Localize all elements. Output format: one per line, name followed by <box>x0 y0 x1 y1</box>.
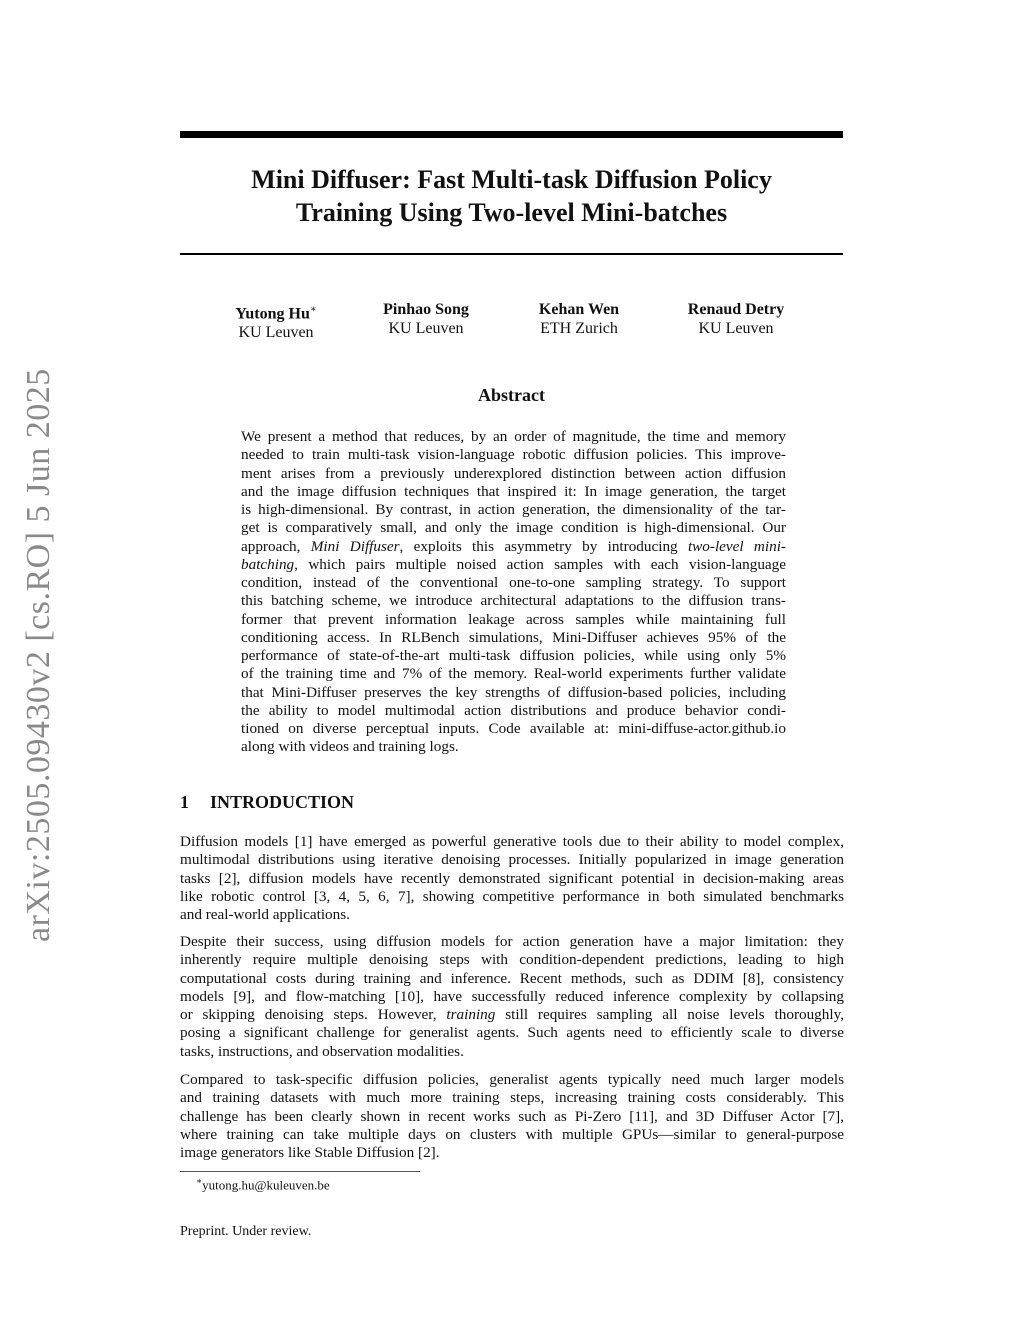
paragraph-line: where training can take multiple days on clusters with multiple GPUs—similar to general-purpose <box>180 1125 844 1143</box>
author-3 <box>489 300 669 338</box>
paragraph-line <box>180 1006 844 1024</box>
paper-title <box>180 163 843 229</box>
abstract-emphasis: batching <box>241 555 295 573</box>
author-4 <box>646 300 826 338</box>
abstract-line: needed to train multi-task vision-language robotic diffusion policies. This improve- <box>241 446 786 464</box>
abstract-emphasis: Mini Diffuser <box>310 537 400 555</box>
author-name: Yutong Hu <box>235 305 310 323</box>
title-bottom-rule <box>180 253 843 255</box>
author-affiliation: KU Leuven <box>698 320 774 337</box>
abstract-line: conditioning access. In RLBench simulations, Mini-Diffuser achieves 95% of the <box>241 628 786 646</box>
paragraph-emphasis: training <box>446 1006 496 1023</box>
paragraph-line: inherently require multiple denoising steps with condition-dependent predictions, leading to high <box>180 951 844 969</box>
abstract-line: performance of state-of-the-art multi-task diffusion policies, while using only 5% <box>241 647 786 664</box>
abstract-line: this batching scheme, we introduce architectural adaptations to the diffusion trans- <box>241 592 786 610</box>
title-line-1: Mini Diffuser: Fast Multi-task Diffusion Policy <box>251 165 772 194</box>
abstract-text: , which pairs multiple noised action samples with each vision-language <box>294 555 786 573</box>
footnote-email: yutong.hu@kuleuven.be <box>202 1177 330 1193</box>
section-number: 1 <box>180 792 189 812</box>
preprint-notice: Preprint. Under review. <box>180 1224 312 1239</box>
abstract-text: approach, <box>241 537 311 555</box>
paragraph-line: Diffusion models [1] have emerged as powerful generative tools due to their ability to model complex, <box>180 833 844 850</box>
author-footnote-mark: ∗ <box>309 304 317 315</box>
abstract-text: , exploits this asymmetry by introducing <box>399 537 688 555</box>
paragraph-line: posing a significant challenge for generalist agents. Such agents need to efficiently scale to diverse <box>180 1024 844 1042</box>
paragraph-text: still requires sampling all noise levels thoroughly, <box>495 1006 844 1023</box>
paragraph-text: or skipping denoising steps. However, <box>180 1006 447 1023</box>
abstract-line: former that prevent information leakage across samples while maintaining full <box>241 610 786 628</box>
paragraph-line: models [9], and flow-matching [10], have successfully reduced inference complexity by collapsing <box>180 987 844 1005</box>
paragraph-line: and real-world applications. <box>180 906 350 923</box>
section-heading <box>180 792 354 813</box>
abstract-line: that Mini-Diffuser preserves the key strengths of diffusion-based policies, including <box>241 683 786 701</box>
paragraph-line: like robotic control [3, 4, 5, 6, 7], showing competitive performance in both simulated benchmarks <box>180 887 844 905</box>
abstract-line: condition, instead of the conventional one-to-one sampling strategy. To support <box>241 574 786 591</box>
abstract-line: ment arises from a previously underexplored distinction between action diffusion <box>241 464 786 482</box>
abstract-body <box>241 428 786 757</box>
abstract-line: is high-dimensional. By contrast, in action generation, the dimensionality of the tar- <box>241 501 786 518</box>
paragraph-line: Despite their success, using diffusion models for action generation have a major limitation: they <box>180 933 844 950</box>
abstract-line: the ability to model multimodal action distributions and produce behavior condi- <box>241 701 786 719</box>
paragraph-line: challenge has been clearly shown in recent works such as Pi-Zero [11], and 3D Diffuser Actor [7], <box>180 1107 844 1125</box>
paragraph-line: tasks, instructions, and observation modalities. <box>180 1042 464 1060</box>
title-top-rule <box>180 131 843 138</box>
abstract-line: get is comparatively small, and only the image condition is high-dimensional. Our <box>241 519 786 537</box>
paragraph-line: and training datasets with much more training steps, increasing training costs considerably. This <box>180 1089 844 1107</box>
section-title: INTRODUCTION <box>210 792 355 812</box>
abstract-line <box>241 556 786 574</box>
abstract-line <box>241 538 786 556</box>
abstract-line: tioned on diverse perceptual inputs. Code available at: mini-diffuse-actor.github.io <box>241 720 786 737</box>
intro-paragraph-1 <box>180 833 844 924</box>
author-affiliation: KU Leuven <box>388 320 464 337</box>
abstract-line: of the training time and 7% of the memory. Real-world experiments further validate <box>241 665 786 683</box>
author-affiliation: KU Leuven <box>238 324 314 342</box>
author-affiliation: ETH Zurich <box>540 320 618 337</box>
paragraph-line: multimodal distributions using iterative denoising processes. Initially popularized in image generation <box>180 851 844 869</box>
paragraph-line: computational costs during training and inference. Recent methods, such as DDIM [8], consistency <box>180 969 844 987</box>
arxiv-stamp: arXiv:2505.09430v2 [cs.RO] 5 Jun 2025 <box>20 368 57 942</box>
abstract-line: along with videos and training logs. <box>241 738 459 756</box>
abstract-emphasis: two-level mini- <box>687 537 786 555</box>
author-name: Pinhao Song <box>383 301 469 318</box>
author-name: Renaud Detry <box>687 301 785 318</box>
abstract-line: and the image diffusion techniques that inspired it: In image generation, the target <box>241 482 786 500</box>
abstract-heading: Abstract <box>478 385 545 405</box>
paragraph-line: image generators like Stable Diffusion [2]. <box>180 1144 440 1161</box>
intro-paragraph-3 <box>180 1071 844 1162</box>
abstract-line: We present a method that reduces, by an order of magnitude, the time and memory <box>241 428 786 445</box>
footnote-rule <box>180 1171 420 1172</box>
paragraph-line: Compared to task-specific diffusion policies, generalist agents typically need much larger models <box>180 1071 844 1088</box>
intro-paragraph-2 <box>180 933 844 1061</box>
paragraph-line: tasks [2], diffusion models have recently demonstrated significant potential in decision-making areas <box>180 869 844 887</box>
author-name: Kehan Wen <box>538 301 620 318</box>
title-line-2: Training Using Two-level Mini-batches <box>295 198 728 227</box>
footnote <box>196 1176 330 1193</box>
footnote-mark: ∗ <box>196 1176 203 1186</box>
